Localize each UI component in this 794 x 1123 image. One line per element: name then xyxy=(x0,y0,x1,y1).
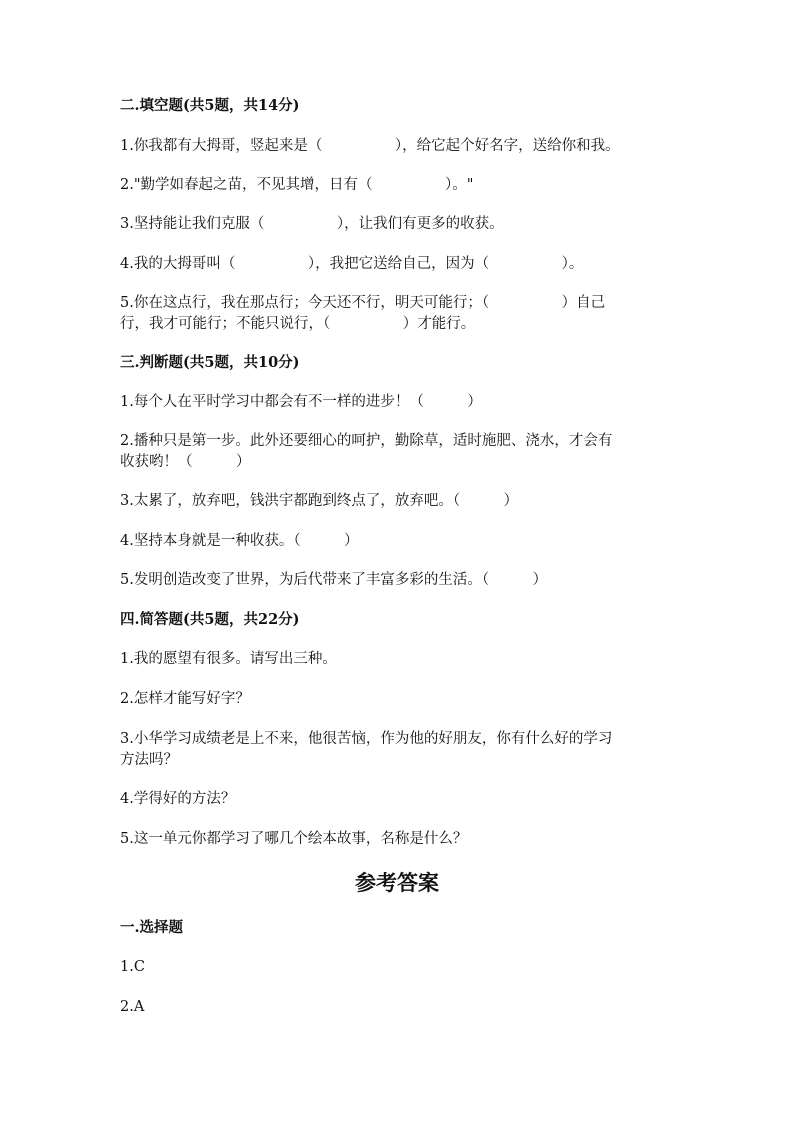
section-heading-true-false: 三.判断题(共5题，共10分) xyxy=(120,354,300,371)
question-short-3-line-2: 方法吗？ xyxy=(120,752,178,768)
answers-section-heading-choice: 一.选择题 xyxy=(120,919,184,936)
answer-1: 1.C xyxy=(120,959,145,975)
question-fill-5-line-1: 5.你在这点行，我在那点行；今天还不行，明天可能行；（ ）自己 xyxy=(120,295,606,311)
question-short-4: 4.学得好的方法？ xyxy=(120,791,236,807)
question-fill-4: 4.我的大拇哥叫（ ），我把它送给自己，因为（ ）。 xyxy=(120,256,584,272)
question-fill-3: 3.坚持能让我们克服（ ），让我们有更多的收获。 xyxy=(120,216,504,232)
question-fill-2: 2."勤学如春起之苗，不见其增，日有（ ）。" xyxy=(120,177,474,193)
answer-2: 2.A xyxy=(120,999,145,1015)
question-judge-2-line-2: 收获哟！（ ） xyxy=(120,454,251,470)
question-judge-4: 4.坚持本身就是一种收获。（ ） xyxy=(120,533,359,549)
question-judge-2-line-1: 2.播种只是第一步。此外还要细心的呵护，勤除草，适时施肥、浇水，才会有 xyxy=(120,433,613,449)
question-short-1: 1.我的愿望有很多。请写出三种。 xyxy=(120,651,337,667)
question-judge-5: 5.发明创造改变了世界，为后代带来了丰富多彩的生活。（ ） xyxy=(120,572,548,588)
answers-title: 参考答案 xyxy=(355,870,439,895)
question-short-2: 2.怎样才能写好字？ xyxy=(120,691,250,707)
question-judge-3: 3.太累了，放弃吧，钱洪宇都跑到终点了，放弃吧。（ ） xyxy=(120,493,519,509)
section-heading-fill-blank: 二.填空题(共5题，共14分) xyxy=(120,97,300,114)
question-short-5: 5.这一单元你都学习了哪几个绘本故事，名称是什么？ xyxy=(120,831,468,847)
question-short-3-line-1: 3.小华学习成绩老是上不来，他很苦恼，作为他的好朋友，你有什么好的学习 xyxy=(120,731,613,747)
question-fill-5-line-2: 行，我才可能行；不能只说行，（ ）才能行。 xyxy=(120,316,476,332)
question-judge-1: 1.每个人在平时学习中都会有不一样的进步！（ ） xyxy=(120,394,482,410)
question-fill-1: 1.你我都有大拇哥，竖起来是（ ），给它起个好名字，送给你和我。 xyxy=(120,138,620,154)
section-heading-short-answer: 四.简答题(共5题，共22分) xyxy=(120,611,300,628)
